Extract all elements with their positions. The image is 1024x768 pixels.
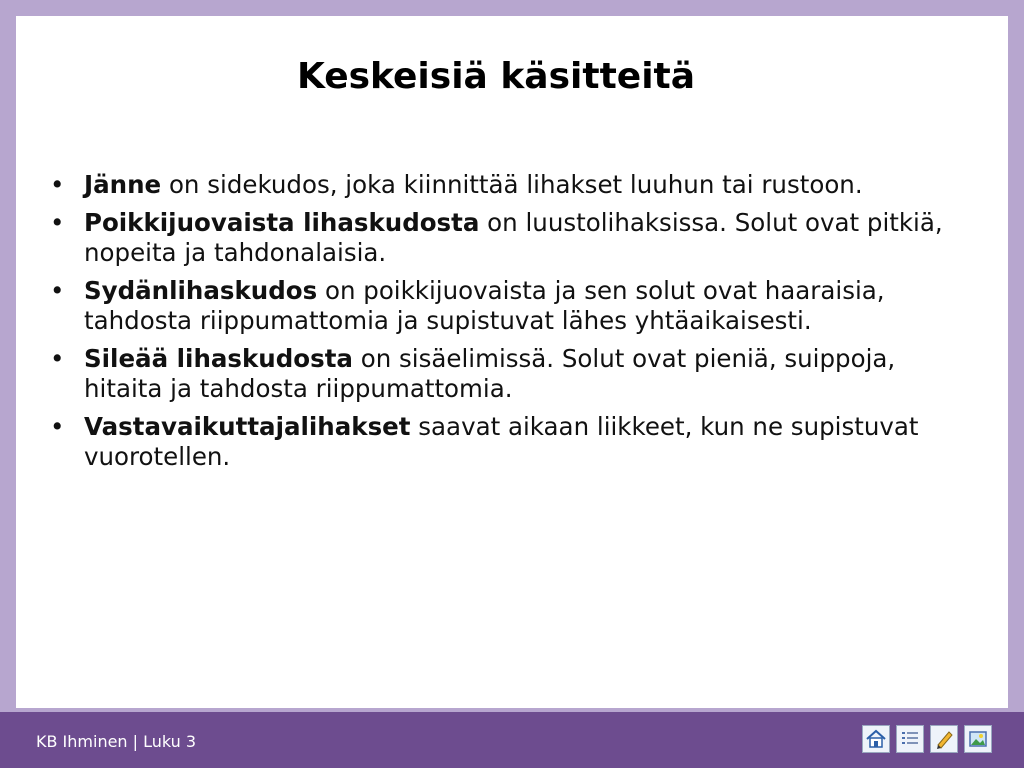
list-item: • Vastavaikuttajalihakset saavat aikaan liikkeet, kun ne supistuvat vuorotellen.	[50, 412, 919, 471]
list-item: • Jänne on sidekudos, joka kiinnittää lihakset luuhun tai rustoon.	[50, 170, 863, 199]
bullet-term: Sydänlihaskudos	[84, 276, 318, 305]
bullet-term: Sileää lihaskudosta	[84, 344, 353, 373]
footer-text: KB Ihminen | Luku 3	[36, 732, 197, 751]
bullet-text: on poikkijuovaista ja sen solut ovat haaraisia, tahdosta riippumattomia ja supistuvat lähes yhtäaikaisesti.	[84, 276, 885, 335]
bullet-text: on sisäelimissä. Solut ovat pieniä, suippoja, hitaita ja tahdosta riippumattomia.	[84, 344, 896, 403]
list-item: • Sydänlihaskudos on poikkijuovaista ja sen solut ovat haaraisia, tahdosta riippumattomia ja supistuvat lähes yhtäaikaisesti.	[50, 276, 885, 335]
bullet-text: on luustolihaksissa. Solut ovat pitkiä, nopeita ja tahdonalaisia.	[84, 208, 943, 267]
bullet-term: Vastavaikuttajalihakset	[84, 412, 411, 441]
bullet-text: on sidekudos, joka kiinnittää lihakset luuhun tai rustoon.	[161, 170, 863, 199]
edit-button[interactable]	[930, 725, 958, 753]
home-button[interactable]	[862, 725, 890, 753]
bullet-text: saavat aikaan liikkeet, kun ne supistuvat vuorotellen.	[84, 412, 919, 471]
bullet-term: Poikkijuovaista lihaskudosta	[84, 208, 480, 237]
pencil-icon	[933, 728, 955, 750]
list-item: • Sileää lihaskudosta on sisäelimissä. Solut ovat pieniä, suippoja, hitaita ja tahdosta riippumattomia.	[50, 344, 896, 403]
list-icon	[899, 728, 921, 750]
home-icon	[865, 728, 887, 750]
bullet-list	[46, 170, 946, 480]
footer-bar	[0, 712, 1024, 768]
image-button[interactable]	[964, 725, 992, 753]
nav-buttons	[862, 725, 992, 753]
slide-title: Keskeisiä käsitteitä	[296, 56, 696, 97]
bullet-term: Jänne	[84, 170, 162, 199]
image-icon	[967, 728, 989, 750]
list-item: • Poikkijuovaista lihaskudosta on luustolihaksissa. Solut ovat pitkiä, nopeita ja tahdonalaisia.	[50, 208, 943, 267]
list-button[interactable]	[896, 725, 924, 753]
